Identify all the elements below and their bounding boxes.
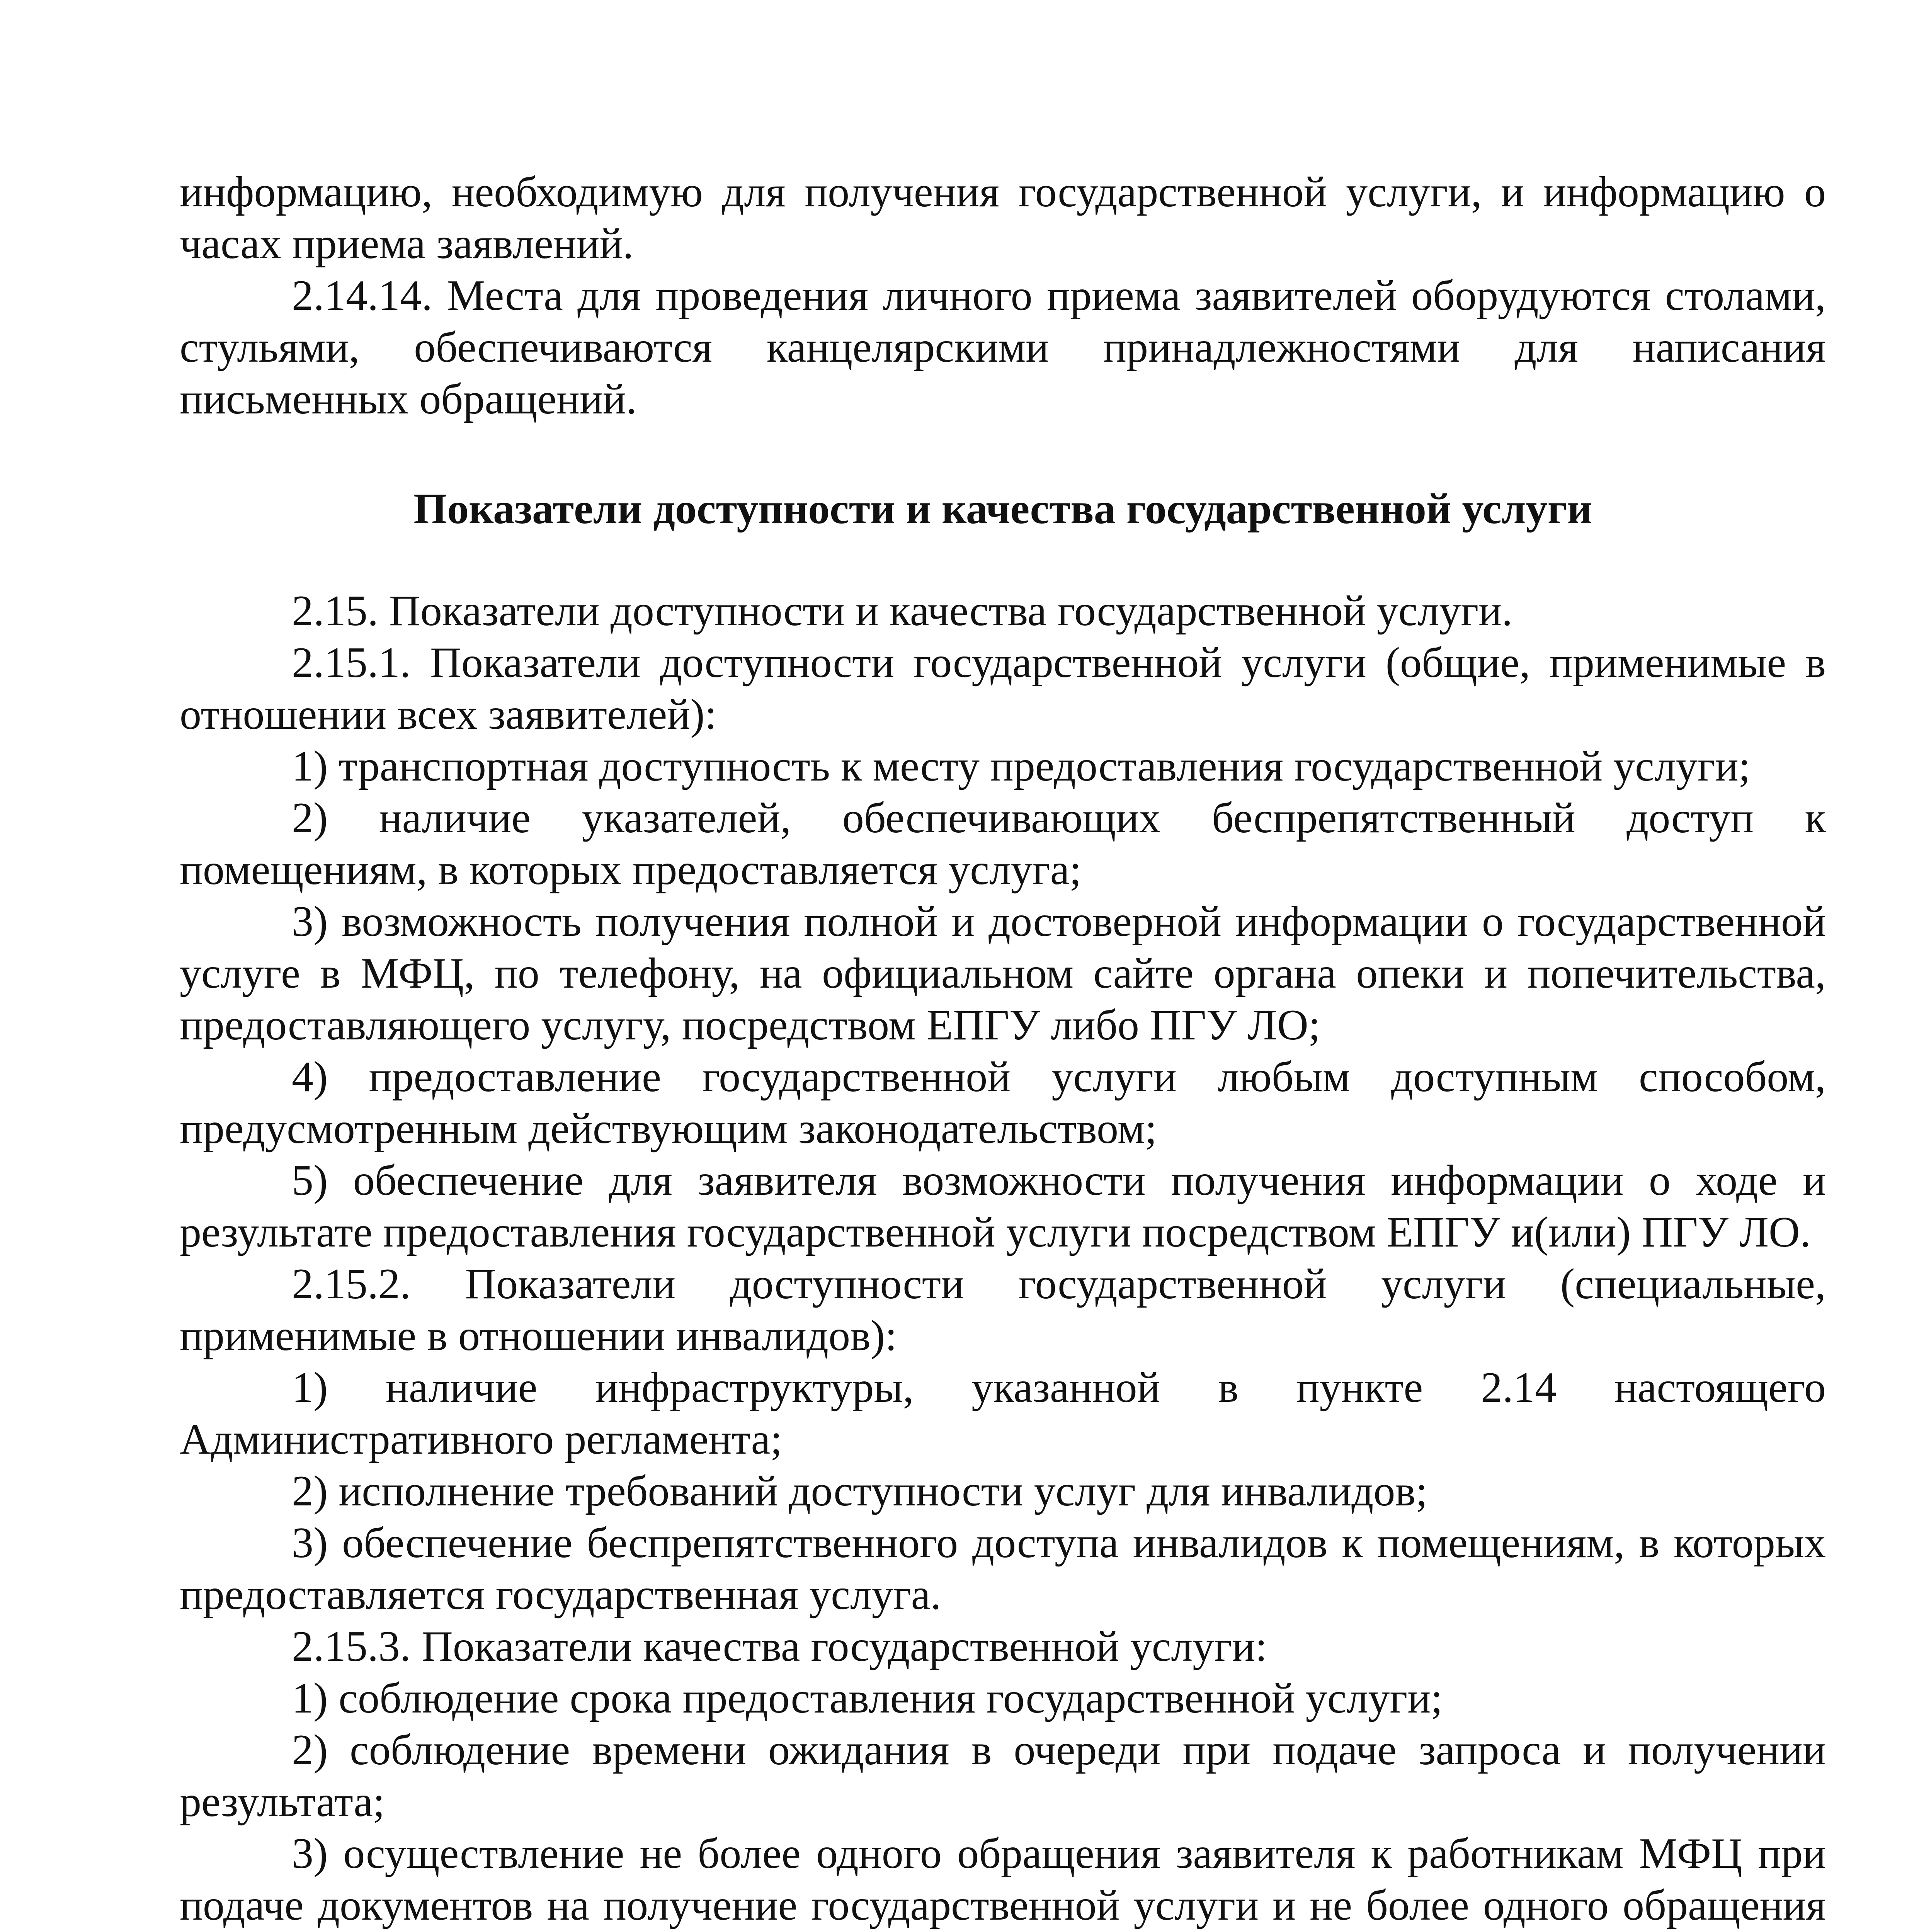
- list-item: 2) наличие указателей, обеспечивающих беспрепятственный доступ к помещениям, в которых предоставляется услуга;: [180, 794, 1826, 894]
- paragraph-continuation: информацию, необходимую для получения государственной услуги, и информацию о часах приема заявлений.: [180, 168, 1826, 268]
- list-item: 4) предоставление государственной услуги любым доступным способом, предусмотренным действующим законодательством;: [180, 1053, 1826, 1153]
- list-item: 1) наличие инфраструктуры, указанной в пункте 2.14 настоящего Административного регламента;: [180, 1364, 1826, 1463]
- list-item: 3) обеспечение беспрепятственного доступа инвалидов к помещениям, в которых предоставляется государственная услуга.: [180, 1519, 1826, 1619]
- list-item: 1) соблюдение срока предоставления государственной услуги;: [292, 1674, 1443, 1722]
- list-item: 1) транспортная доступность к месту предоставления государственной услуги;: [292, 742, 1751, 790]
- list-item: 2) соблюдение времени ожидания в очереди при подаче запроса и получении результата;: [180, 1726, 1826, 1826]
- list-item: 3) возможность получения полной и достоверной информации о государственной услуге в МФЦ, по телефону, на официальном сайте органа опеки и попечительства, предоставляющего услугу, посредством ЕПГУ либо ПГУ ЛО;: [180, 898, 1826, 1049]
- list-item: 2) исполнение требований доступности услуг для инвалидов;: [292, 1467, 1428, 1515]
- paragraph-2-15-1: 2.15.1. Показатели доступности государственной услуги (общие, применимые в отношении всех заявителей):: [180, 639, 1826, 738]
- paragraph-2-14-14: 2.14.14. Места для проведения личного приема заявителей оборудуются столами, стульями, обеспечиваются канцелярскими принадлежностями для написания письменных обращений.: [180, 272, 1826, 423]
- paragraph-2-15: 2.15. Показатели доступности и качества государственной услуги.: [292, 587, 1513, 635]
- list-item: 5) обеспечение для заявителя возможности получения информации о ходе и результате предоставления государственной услуги посредством ЕПГУ и(или) ПГУ ЛО.: [180, 1156, 1826, 1256]
- paragraph-2-15-3: 2.15.3. Показатели качества государственной услуги:: [292, 1622, 1267, 1670]
- paragraph-2-15-2: 2.15.2. Показатели доступности государственной услуги (специальные, применимые в отношении инвалидов):: [180, 1260, 1826, 1360]
- list-item: 3) осуществление не более одного обращения заявителя к работникам МФЦ при подаче документов на получение государственной услуги и не более одного обращения: [180, 1830, 1826, 1929]
- section-heading-indicators: Показатели доступности и качества государственной услуги: [413, 485, 1592, 533]
- document-page: [180, 166, 1826, 1932]
